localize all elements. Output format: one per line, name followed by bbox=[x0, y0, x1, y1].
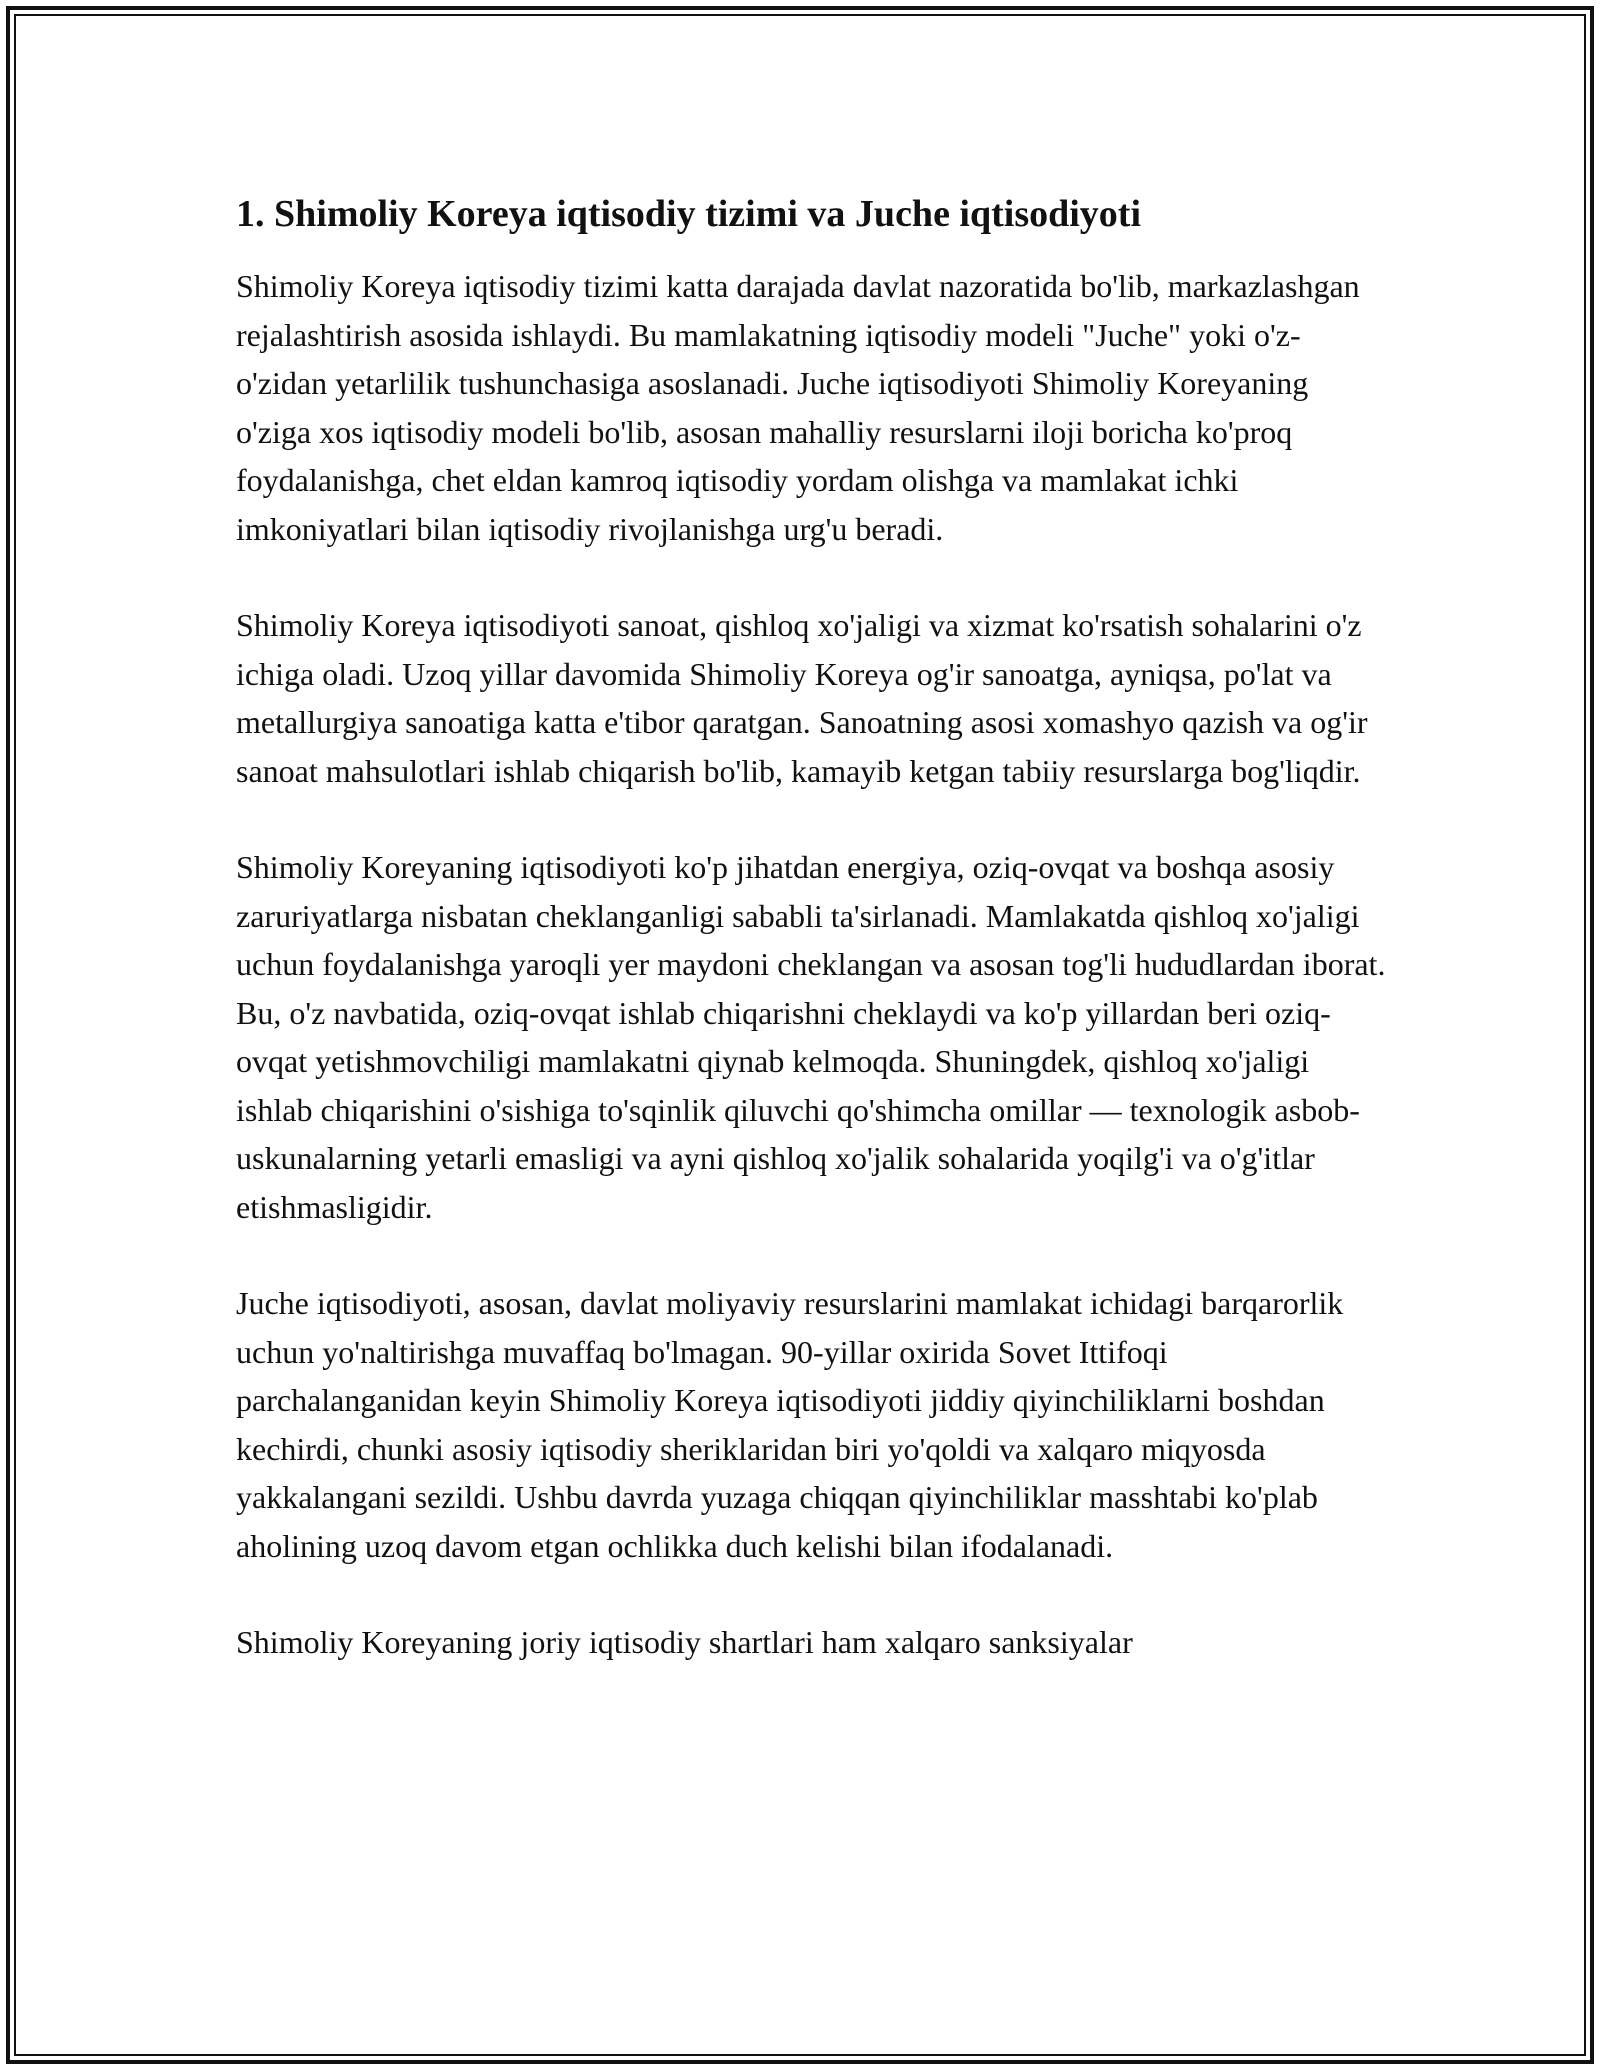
paragraph-2: Shimoliy Koreya iqtisodiyoti sanoat, qishloq xo'jaligi va xizmat ko'rsatish sohalarini o'z ichiga oladi. Uzoq yillar davomida Shimoliy Koreya og'ir sanoatga, ayniqsa, po'lat va metallurgiya sanoatiga katta e'tibor qaratgan. Sanoatning asosi xomashyo qazish va og'ir sanoat mahsulotlari ishlab chiqarish bo'lib, kamayib ketgan tabiiy resurslarga bog'liqdir. bbox=[236, 607, 1368, 789]
section-heading: 1. Shimoliy Koreya iqtisodiy tizimi va Juche iqtisodiyoti bbox=[236, 193, 1142, 235]
paragraph-1: Shimoliy Koreya iqtisodiy tizimi katta darajada davlat nazoratida bo'lib, markazlashgan rejalashtirish asosida ishlaydi. Bu mamlakatning iqtisodiy modeli "Juche" yoki o'z-o'zidan yetarlilik tushunchasiga asoslanadi. Juche iqtisodiyoti Shimoliy Koreyaning o'ziga xos iqtisodiy modeli bo'lib, asosan mahalliy resurslarni iloji boricha ko'proq foydalanishga, chet eldan kamroq iqtisodiy yordam olishga va mamlakat ichki imkoniyatlari bilan iqtisodiy rivojlanishga urg'u beradi. bbox=[236, 268, 1360, 547]
paragraph-3: Shimoliy Koreyaning iqtisodiyoti ko'p jihatdan energiya, oziq-ovqat va boshqa asosiy zaruriyatlarga nisbatan cheklanganligi sababli ta'sirlanadi. Mamlakatda qishloq xo'jaligi uchun foydalanishga yaroqli yer maydoni cheklangan va asosan tog'li hududlardan iborat. Bu, o'z navbatida, oziq-ovqat ishlab chiqarishni cheklaydi va ko'p yillardan beri oziq-ovqat yetishmovchiligi mamlakatni qiynab kelmoqda. Shuningdek, qishloq xo'jaligi ishlab chiqarishini o'sishiga to'sqinlik qiluvchi qo'shimcha omillar — texnologik asbob-uskunalarning yetarli emasligi va ayni qishloq xo'jalik sohalarida yoqilg'i va o'g'itlar etishmasligidir. bbox=[236, 849, 1386, 1225]
paragraph-5: Shimoliy Koreyaning joriy iqtisodiy shartlari ham xalqaro sanksiyalar bbox=[236, 1624, 1133, 1660]
document-body bbox=[236, 186, 1386, 1715]
paragraph-4: Juche iqtisodiyoti, asosan, davlat moliyaviy resurslarini mamlakat ichidagi barqarorlik uchun yo'naltirishga muvaffaq bo'lmagan. 90-yillar oxirida Sovet Ittifoqi parchalanganidan keyin Shimoliy Koreya iqtisodiyoti jiddiy qiyinchiliklarni boshdan kechirdi, chunki asosiy iqtisodiy sheriklaridan biri yo'qoldi va xalqaro miqyosda yakkalangani sezildi. Ushbu davrda yuzaga chiqqan qiyinchiliklar masshtabi ko'plab aholining uzoq davom etgan ochlikka duch kelishi bilan ifodalanadi. bbox=[236, 1285, 1344, 1564]
